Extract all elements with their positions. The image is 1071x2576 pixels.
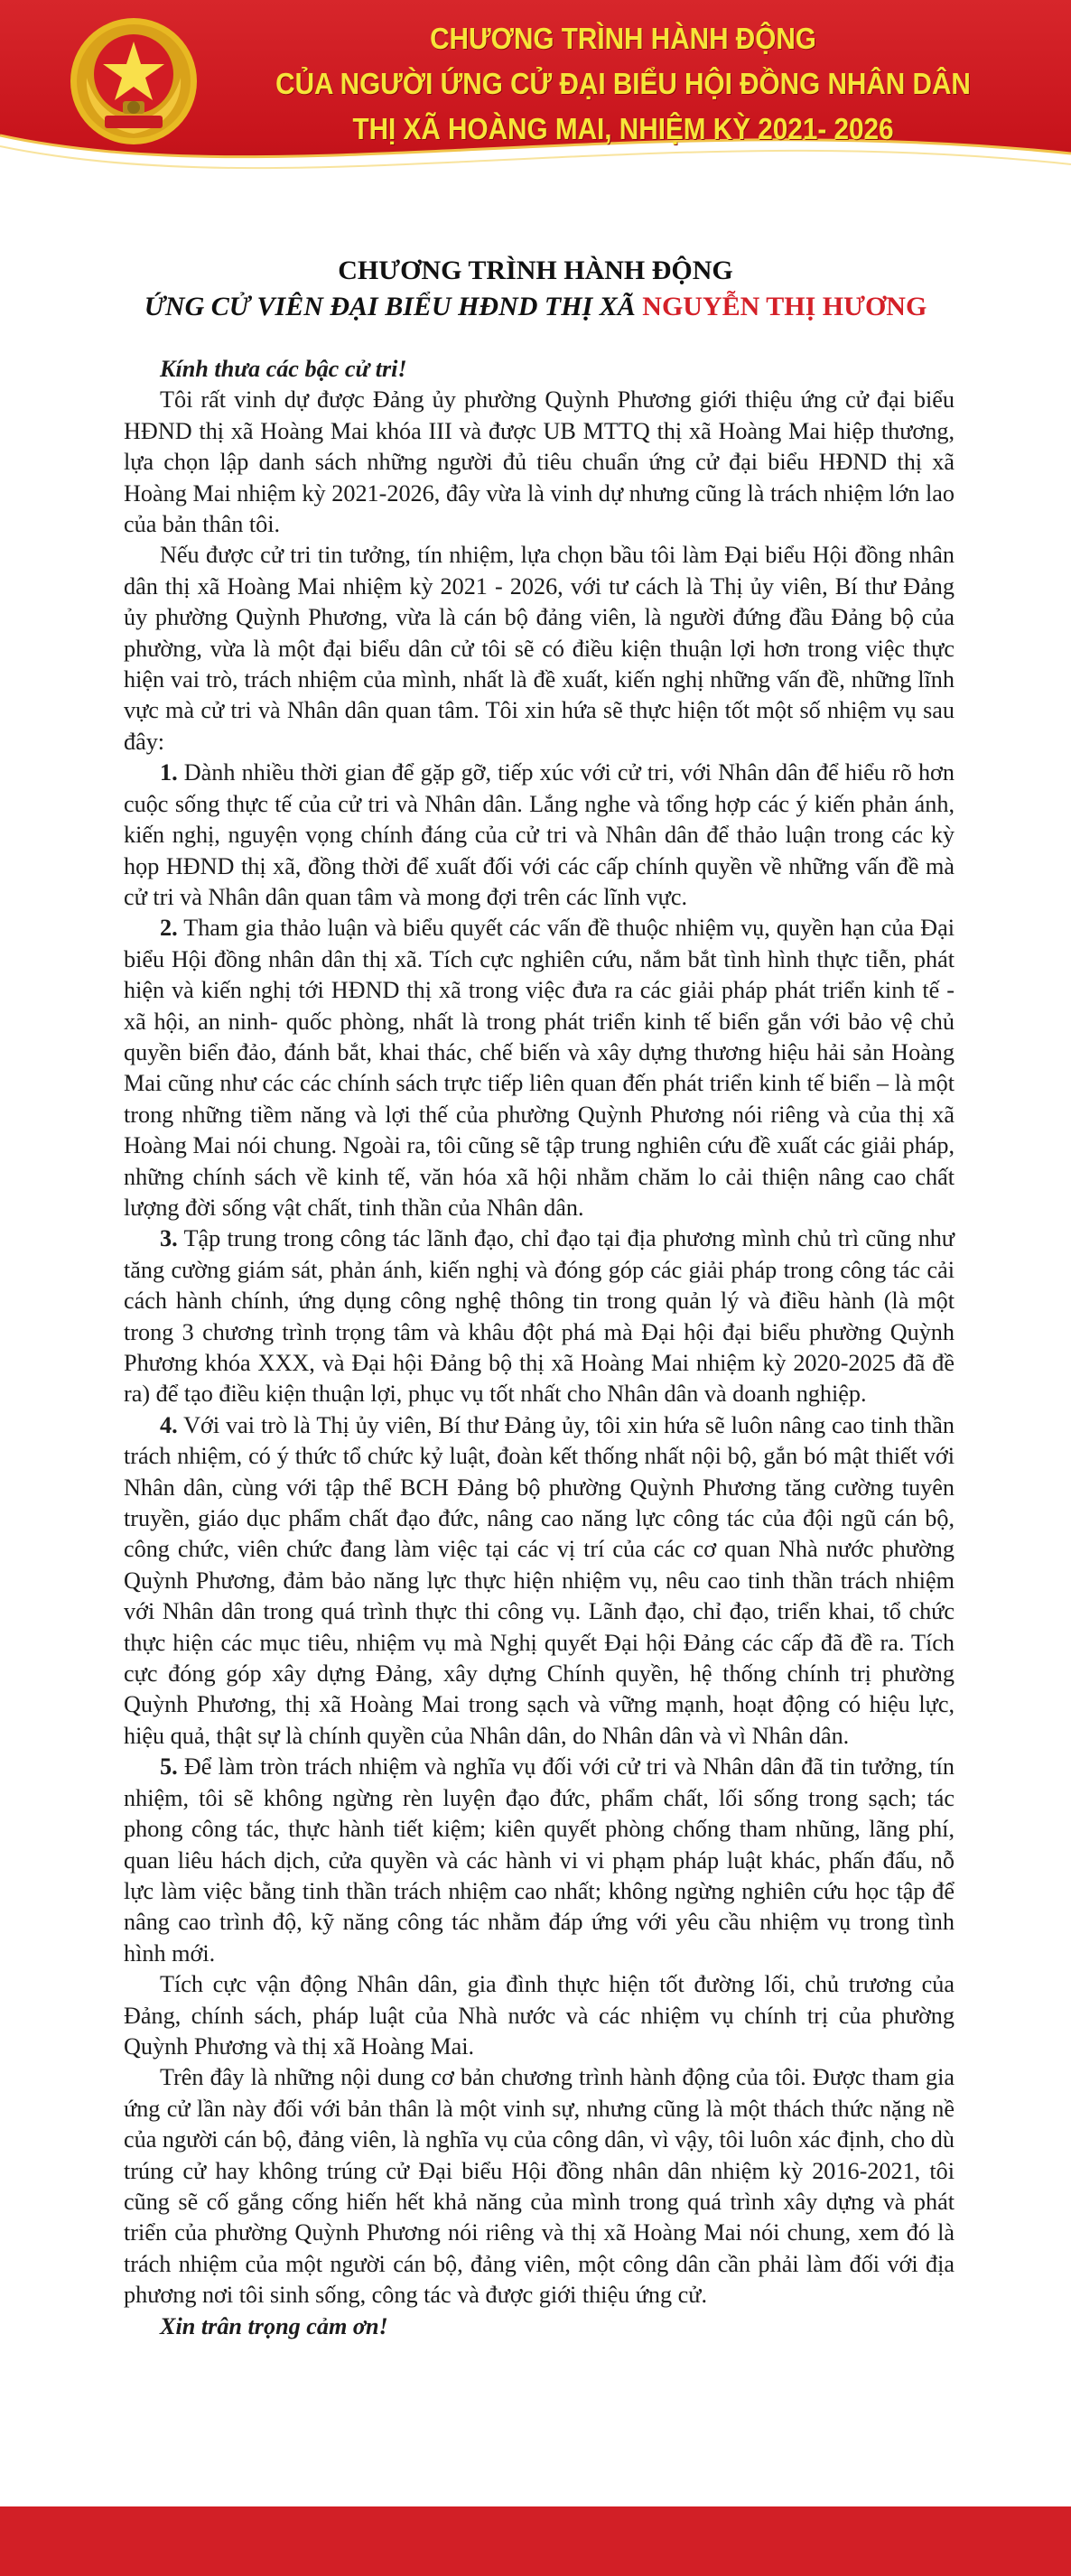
- task-number: 3.: [160, 1225, 178, 1252]
- task-text: Tập trung trong công tác lãnh đạo, chỉ đạo tại địa phương mình chủ trì cũng như tăng cường giám sát, phản ánh, kiến nghị và đóng góp các giải pháp trong công tác cải cách hành chính, ứng dụng công nghệ thông tin trong quản lý và điều hành (là một trong 3 chương trình trọng tâm và khâu đột phá mà Đại hội đại biểu phường Quỳnh Phương khóa XXX, và Đại hội Đảng bộ thị xã Hoàng Mai nhiệm kỳ 2020-2025 đã đề ra) để tạo điều kiện thuận lợi, phục vụ tốt nhất cho Nhân dân và doanh nghiệp.: [124, 1225, 955, 1408]
- heading-line-2: [0, 289, 1071, 325]
- vietnam-national-emblem-icon: [67, 14, 200, 148]
- intro-paragraph-1: Tôi rất vinh dự được Đảng ủy phường Quỳnh Phương giới thiệu ứng cử đại biểu HĐND thị xã Hoàng Mai khóa III và được UB MTTQ thị xã Hoàng Mai hiệp thương, lựa chọn lập danh sách những người đủ tiêu chuẩn ứng cử đại biểu HĐND thị xã Hoàng Mai nhiệm kỳ 2021-2026, đây vừa là vinh dự nhưng cũng là trách nhiệm lớn lao của bản thân tôi.: [124, 386, 955, 538]
- task-number: 1.: [160, 759, 178, 786]
- task-item-3: [124, 1223, 955, 1409]
- task-text: Dành nhiều thời gian để gặp gỡ, tiếp xúc với cử tri, với Nhân dân để hiểu rõ hơn cuộc sống thực tế của cử tri và Nhân dân. Lắng nghe và tổng hợp các ý kiến phản ánh, kiến nghị, nguyện vọng chính đáng của cử tri và Nhân dân để thảo luận trong các kỳ họp HĐND thị xã, đồng thời để xuất đối với các cấp chính quyền về những vấn đề mà cử tri và Nhân dân quan tâm và mong đợi trên các lĩnh vực.: [124, 759, 955, 910]
- thanks-line: Xin trân trọng cảm ơn!: [160, 2312, 388, 2339]
- banner-title-line-1: CHƯƠNG TRÌNH HÀNH ĐỘNG: [430, 22, 816, 55]
- task-text: Để làm tròn trách nhiệm và nghĩa vụ đối với cử tri và Nhân dân đã tin tưởng, tín nhiệm, tôi sẽ không ngừng rèn luyện đạo đức, phẩm chất, lối sống trong sạch; tác phong công tác, thực hành tiết kiệm; kiên quyết phòng chống tham nhũng, lãng phí, quan liêu hách dịch, cửa quyền và các hành vi vi phạm pháp luật khác, phấn đấu, nỗ lực làm việc bằng tinh thần trách nhiệm cao nhất; không ngừng nghiên cứu học tập để nâng cao trình độ, kỹ năng công tác nhằm đáp ứng với yêu cầu nhiệm vụ trong tình hình mới.: [124, 1753, 955, 1967]
- task-item-1: [124, 758, 955, 913]
- task-number: 5.: [160, 1753, 178, 1781]
- page-heading: [0, 253, 1071, 325]
- task-text: Với vai trò là Thị ủy viên, Bí thư Đảng ủy, tôi xin hứa sẽ luôn nâng cao tinh thần trách nhiệm, có ý thức tổ chức kỷ luật, đoàn kết thống nhất nội bộ, gắn bó mật thiết với Nhân dân, cùng với tập thể BCH Đảng bộ phường Quỳnh Phương tăng cường tuyên truyền, giáo dục phẩm chất đạo đức, nâng cao năng lực công tác của đội ngũ cán bộ, công chức, viên chức đang làm việc tại các vị trí của các cơ quan Nhà nước phường Quỳnh Phương, đảm bảo năng lực thực hiện nhiệm vụ, nêu cao tinh thần trách nhiệm với Nhân dân trong quá trình thực thi công vụ. Lãnh đạo, chỉ đạo, triển khai, tổ chức thực hiện các mục tiêu, nhiệm vụ mà Nghị quyết Đại hội Đảng các cấp đã đề ra. Tích cực đóng góp xây dựng Đảng, xây dựng Chính quyền, hệ thống chính trị phường Quỳnh Phương, thị xã Hoàng Mai trong sạch và vững mạnh, hoạt động có hiệu lực, hiệu quả, thật sự là chính quyền của Nhân dân, do Nhân dân và vì Nhân dân.: [124, 1411, 955, 1749]
- banner-title: [265, 16, 981, 152]
- footer-band: [0, 2506, 1071, 2576]
- task-number: 2.: [160, 915, 178, 942]
- banner-title-line-3: THỊ XÃ HOÀNG MAI, NHIỆM KỲ 2021- 2026: [352, 112, 894, 145]
- task-item-4: [124, 1410, 955, 1752]
- action-program-body: [124, 354, 955, 2342]
- task-text: Tham gia thảo luận và biểu quyết các vấn đề thuộc nhiệm vụ, quyền hạn của Đại biểu Hội đồng nhân dân thị xã. Tích cực nghiên cứu, nắm bắt tình hình thực tiễn, phát hiện và kiến nghị tới HĐND thị xã trong việc đưa ra các giải pháp phát triển kinh tế - xã hội, an ninh- quốc phòng, nhất là trong phát triển kinh tế biển gắn với bảo vệ chủ quyền biển đảo, đánh bắt, khai thác, chế biến và xây dựng thương hiệu hải sản Hoàng Mai cũng như các các chính sách trực tiếp liên quan đến phát triển kinh tế biển – là một trong những tiềm năng và lợi thế của phường Quỳnh Phương nói riêng và của thị xã Hoàng Mai nói chung. Ngoài ra, tôi cũng sẽ tập trung nghiên cứu đề xuất các giải pháp, những chính sách về kinh tế, văn hóa xã hội nhằm chăm lo cải thiện nâng cao chất lượng đời sống vật chất, tinh thần của Nhân dân.: [124, 915, 955, 1221]
- task-item-2: [124, 913, 955, 1223]
- intro-paragraph-2: Nếu được cử tri tin tưởng, tín nhiệm, lựa chọn bầu tôi làm Đại biểu Hội đồng nhân dân thị xã Hoàng Mai nhiệm kỳ 2021 - 2026, với tư cách là Thị ủy viên, Bí thư Đảng ủy phường Quỳnh Phương, vừa là cán bộ đảng viên, là người đứng đầu Đảng bộ của phường, vừa là một đại biểu dân cử tôi sẽ có điều kiện thuận lợi hơn trong việc thực hiện vai trò, trách nhiệm của mình, nhất là đề xuất, kiến nghị những vấn đề, những lĩnh vực mà cử tri và Nhân dân quan tâm. Tôi xin hứa sẽ thực hiện tốt một số nhiệm vụ sau đây:: [124, 542, 955, 755]
- greeting: Kính thưa các bậc cử tri!: [160, 356, 407, 382]
- closing-paragraph-2: Trên đây là những nội dung cơ bản chương trình hành động của tôi. Được tham gia ứng cử lần này đối với bản thân là một vinh sự, nhưng cũng là một thách thức nặng nề của người cán bộ, đảng viên, là nghĩa vụ của công dân, vì vậy, tôi luôn xác định, cho dù trúng cử hay không trúng cử Đại biểu Hội đồng nhân dân nhiệm kỳ 2016-2021, tôi cũng sẽ cố gắng cống hiến hết khả năng của mình trong quá trình xây dựng và phát triển của phường Quỳnh Phương nói riêng và thị xã Hoàng Mai nói chung, xem đó là trách nhiệm của một người cán bộ, đảng viên, một công dân cần phải làm đối với địa phương nơi tôi sinh sống, công tác và được giới thiệu ứng cử.: [124, 2064, 955, 2309]
- heading-line-1: CHƯƠNG TRÌNH HÀNH ĐỘNG: [338, 256, 733, 285]
- task-item-5: [124, 1752, 955, 1969]
- task-number: 4.: [160, 1411, 178, 1438]
- banner-title-line-2: CỦA NGƯỜI ỨNG CỬ ĐẠI BIỂU HỘI ĐỒNG NHÂN DÂN: [275, 67, 971, 100]
- header-banner: [0, 0, 1071, 194]
- heading-prefix: ỨNG CỬ VIÊN ĐẠI BIỂU HĐND THỊ XÃ: [144, 292, 643, 321]
- candidate-name: NGUYỄN THỊ HƯƠNG: [642, 292, 927, 321]
- closing-paragraph-1: Tích cực vận động Nhân dân, gia đình thực hiện tốt đường lối, chủ trương của Đảng, chính sách, pháp luật của Nhà nước và các nhiệm vụ chính trị của phường Quỳnh Phương và thị xã Hoàng Mai.: [124, 1971, 955, 2060]
